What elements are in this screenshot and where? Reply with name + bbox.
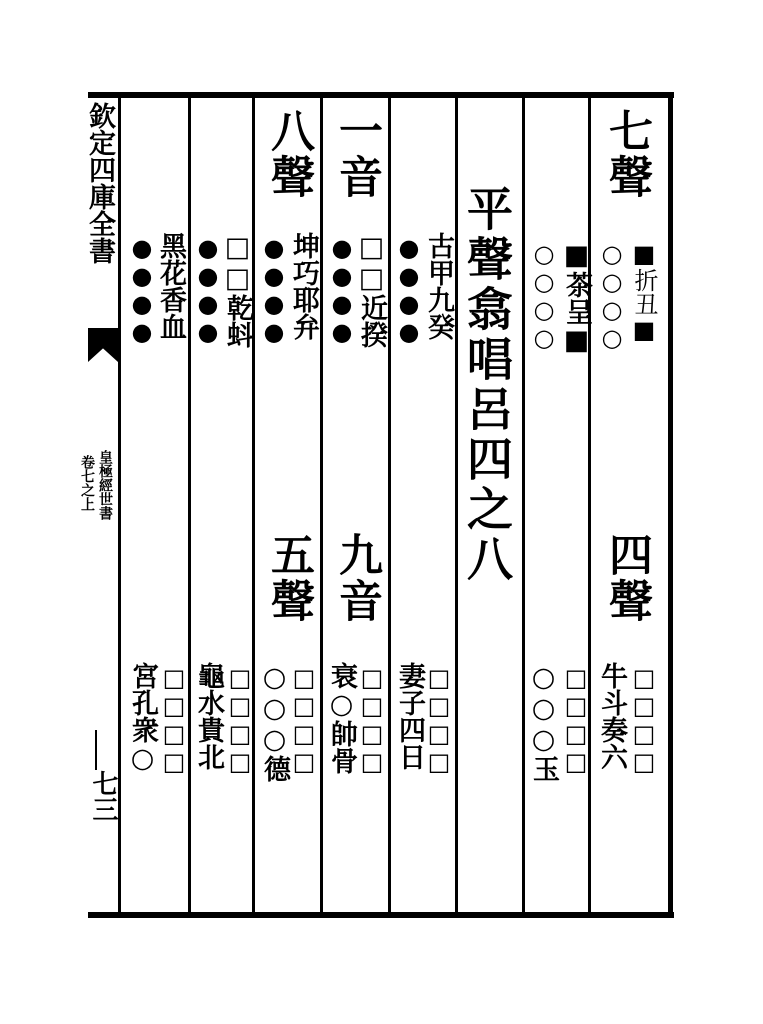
c5-row-a: □□近揆 (356, 232, 387, 348)
lower-c7-a: 龜水貴北 (193, 662, 224, 770)
column-divider (252, 98, 255, 912)
heading-lower-c1: 四聲 (601, 532, 652, 624)
lower-c4-b: □□□□ (425, 664, 453, 776)
lower-c2-a: ○○○玉 (528, 662, 559, 782)
c8-row-a: 黑花香血 (155, 232, 186, 340)
left-inner-border (118, 98, 121, 912)
bottom-border (88, 912, 674, 918)
c2-row-b: ○○○○ (530, 240, 558, 352)
c2-row-a: ■茶呈■ (561, 240, 592, 356)
lower-c6-b: □□□□ (290, 664, 318, 776)
lower-c1-a: 牛斗奏六 (596, 662, 627, 770)
lower-c5-b: □□□□ (358, 664, 386, 776)
c7-row-a: □□乾蚪 (222, 232, 253, 348)
heading-c1: 七聲 (601, 108, 652, 200)
book-name: 皇極經世書 (97, 450, 113, 520)
lower-c2-b: □□□□ (562, 664, 590, 776)
c1-row-squares: ■折丑■ (630, 240, 658, 344)
lower-c5-a: 衰○帥骨 (326, 662, 357, 774)
lower-c7-b: □□□□ (226, 664, 254, 776)
heading-c5: 一音 (331, 108, 382, 200)
book-title: 欽定四庫全書 (84, 102, 115, 264)
c5-row-b: ●●●● (328, 234, 356, 346)
c4-row-b: ●●●● (395, 234, 423, 346)
column-divider (522, 98, 525, 912)
c6-row-a: 坤巧耶弁 (288, 232, 319, 340)
lower-c6-a: ○○○德 (259, 662, 290, 782)
column-divider (388, 98, 391, 912)
folio-number: 七三 (88, 770, 118, 822)
filled-square-icon: ■ (630, 240, 658, 268)
filled-square-icon: ■ (630, 316, 658, 344)
top-border (88, 92, 674, 98)
book-volume: 卷七之上 (79, 455, 95, 511)
column-divider (455, 98, 458, 912)
lower-c4-a: 妻子四日 (394, 662, 425, 770)
column-divider (588, 98, 591, 912)
lower-c1-b: □□□□ (630, 664, 658, 776)
c6-row-b: ●●●● (260, 234, 288, 346)
lower-c8-a: 宮孔衆○ (127, 662, 158, 774)
fish-tail-mark (88, 328, 118, 362)
heading-lower-c5: 九音 (331, 532, 382, 624)
lower-c8-b: □□□□ (160, 664, 188, 776)
c1-row-circles: ○○○○ (598, 240, 626, 352)
column-divider (188, 98, 191, 912)
c7-row-b: ●●●● (194, 234, 222, 346)
heading-c6: 八聲 (263, 108, 314, 200)
section-title: 平聲翕唱呂四之八 (460, 185, 514, 585)
c8-row-b: ●●●● (128, 234, 156, 346)
c4-row-a: 古甲九癸 (423, 232, 454, 340)
heading-lower-c6: 五聲 (263, 532, 314, 624)
right-border (668, 92, 673, 918)
folio-mark (95, 730, 97, 770)
column-divider (320, 98, 323, 912)
